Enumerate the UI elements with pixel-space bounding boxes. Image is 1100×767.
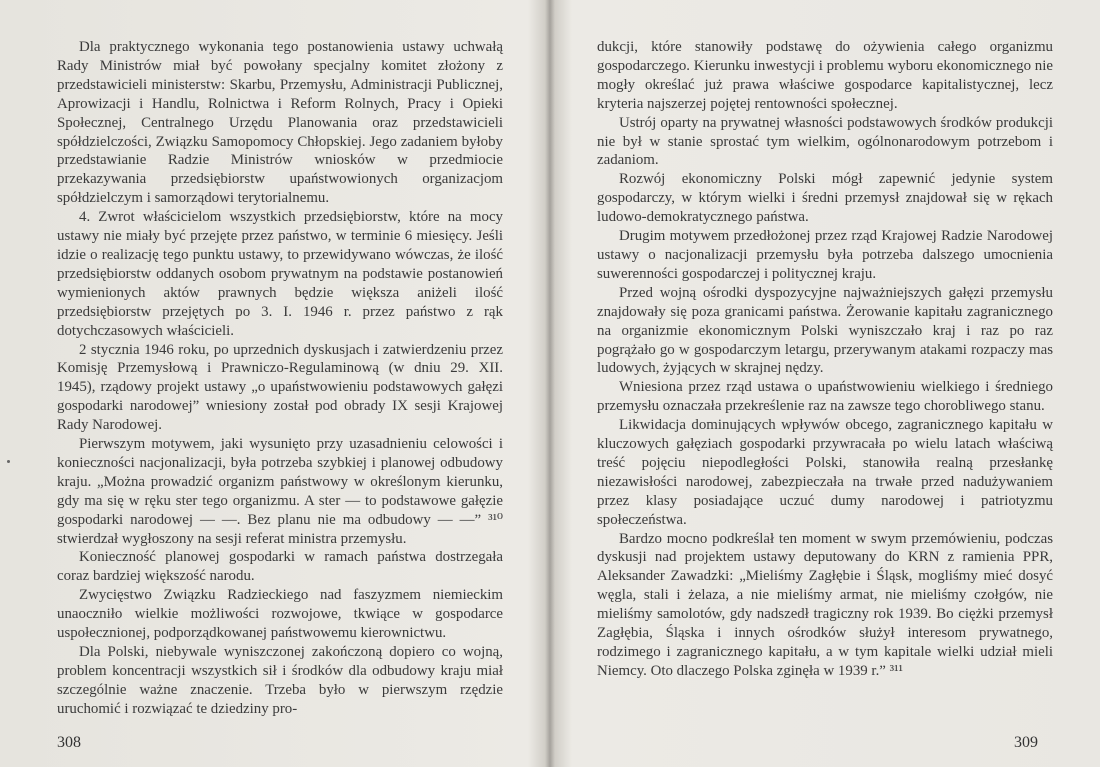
paragraph: Rozwój ekonomiczny Polski mógł zapewnić jedynie system gospodarczy, w którym wielki i średni przemysł znajdował się w rękach ludowo-demokratycznego państwa. <box>597 171 1053 226</box>
paragraph: Ustrój oparty na prywatnej własności podstawowych środków produkcji nie był w stanie sprostać tym wielkim, ogólnonarodowym potrzebom i zadaniom. <box>597 114 1053 169</box>
paragraph: Wniesiona przez rząd ustawa o upaństwowieniu wielkiego i średniego przemysłu oznaczała przekreślenie raz na zawsze tego chorobliwego stanu. <box>597 379 1053 415</box>
paragraph: Konieczność planowej gospodarki w ramach państwa dostrzegała coraz bardziej większość narodu. <box>57 549 503 585</box>
paragraph: 2 stycznia 1946 roku, po uprzednich dyskusjach i zatwierdzeniu przez Komisję Przemysłową i Prawniczo-Regulaminową (w dniu 29. XII. 1945), rządowy projekt ustawy „o upaństwowieniu podstawowych gałęzi gospodarki narodowej” wniesiony został pod obrady IX sesji Krajowej Rady Narodowej. <box>57 341 503 434</box>
paragraph-continued: dukcji, które stanowiły podstawę do ożywienia całego organizmu gospodarczego. Kierunku inwestycji i problemu wyboru ekonomicznego nie mogły określać już prawa właściwe gospodarce kapitalistycznej, lecz kryteria najszerzej pojętej rentowności społecznej. <box>597 39 1053 112</box>
paragraph: Zwycięstwo Związku Radzieckiego nad faszyzmem niemieckim unaoczniło wielkie możliwości rozwojowe, tkwiące w gospodarce uspołecznionej, podporządkowanej państwowemu kierownictwu. <box>57 587 503 642</box>
left-page-text <box>57 38 503 719</box>
paragraph: Pierwszym motywem, jaki wysunięto przy uzasadnieniu celowości i konieczności nacjonalizacji, była potrzeba szybkiej i planowej odbudowy kraju. „Można prowadzić organizm państwowy w określonym kierunku, gdy ma się w ręku ster tego organizmu. A ster — to podstawowe gałęzie gospodarki narodowej — —. Bez planu nie ma odbudowy — —” ³¹⁰ stwierdzał wygłoszony na sesji referat ministra przemysłu. <box>57 436 503 547</box>
page-number: 308 <box>57 734 81 751</box>
paragraph: Dla Polski, niebywale wyniszczonej zakończoną dopiero co wojną, problem koncentracji wszystkich sił i środków dla odbudowy kraju miał szczególnie ważne znaczenie. Trzeba było w pierwszym rzędzie uruchomić i rozwiązać te dziedziny pro- <box>57 644 503 717</box>
paragraph: Likwidacja dominujących wpływów obcego, zagranicznego kapitału w kluczowych gałęziach gospodarki przywracała po wielu latach właściwą treść pojęciu niepodległości Polski, stanowiła realną przesłankę niezawisłości narodowej, zabezpieczała na trwałe przed nadużywaniem przez klasy posiadające uczuć dumy narodowej i patriotyzmu społeczeństwa. <box>597 417 1053 528</box>
paragraph: Dla praktycznego wykonania tego postanowienia ustawy uchwałą Rady Ministrów miał być powołany specjalny komitet złożony z przedstawicieli ministerstw: Skarbu, Przemysłu, Administracji Publicznej, Aprowizacji i Handlu, Rolnictwa i Reform Rolnych, Pracy i Opieki Społecznej, Centralnego Urzędu Planowania oraz przedstawicieli spółdzielczości, Związku Samopomocy Chłopskiej. Jego zadaniem byłoby przedstawianie Radzie Ministrów wniosków w przedmiocie przekazywania przedsiębiorstw upaństwowionych organizacjom spółdzielczym i samorządowi terytorialnemu. <box>57 39 503 207</box>
paragraph: Drugim motywem przedłożonej przez rząd Krajowej Radzie Narodowej ustawy o nacjonalizacji przemysłu była potrzeba dalszego umocnienia suwerenności gospodarczej i politycznej kraju. <box>597 228 1053 282</box>
left-page <box>0 0 548 767</box>
right-page <box>552 0 1100 767</box>
page-number: 309 <box>1014 734 1038 751</box>
paragraph: Przed wojną ośrodki dyspozycyjne najważniejszych gałęzi przemysłu znajdowały się poza granicami państwa. Żerowanie kapitału zagranicznego na organizmie ekonomicznym Polski wyniszczało kraj i raz po raz pogrążało go w gospodarczym letargu, przerywanym atakami rozpaczy mas ludowych, żyjących w skrajnej nędzy. <box>597 284 1053 377</box>
paragraph: 4. Zwrot właścicielom wszystkich przedsiębiorstw, które na mocy ustawy nie miały być przejęte przez państwo, w terminie 6 miesięcy. Jeśli idzie o realizację tego punktu ustawy, to przewidywano wówczas, że ilość przedsiębiorstw oddanych osobom prywatnym na podstawie postanowień wymienionych aktów prawnych będzie większa aniżeli ilość przedsiębiorstw przejętych po 3. I. 1946 r. przez państwo z rąk dotychczasowych właścicieli. <box>57 209 503 339</box>
paragraph: Bardzo mocno podkreślał ten moment w swym przemówieniu, podczas dyskusji nad projektem ustawy deputowany do KRN z ramienia PPR, Aleksander Zawadzki: „Mieliśmy Zagłębie i Śląsk, mogliśmy mieć dosyć węgla, stali i żelaza, a nie mieliśmy armat, nie mieliśmy czołgów, nie mieliśmy samolotów, gdy nadszedł tragiczny rok 1939. Bo ciężki przemysł Zagłębia, Śląska i innych ośrodków służył interesom prywatnego, rodzimego i zagranicznego kapitału, a w tym kapitale wielki udział mieli Niemcy. Oto dlaczego Polska zginęła w 1939 r.” ³¹¹ <box>597 530 1053 679</box>
right-page-text <box>597 38 1053 681</box>
